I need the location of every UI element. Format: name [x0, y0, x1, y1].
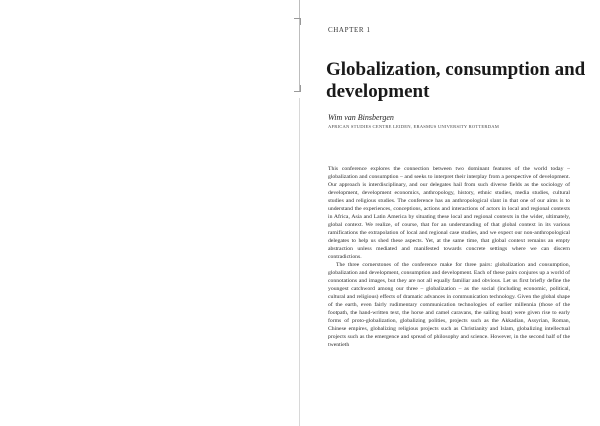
author-name: Wim van Binsbergen — [328, 113, 394, 122]
author-affiliation: AFRICAN STUDIES CENTRE LEIDEN, ERASMUS UNIVERSITY ROTTERDAM — [328, 124, 500, 129]
page-gutter-line-lower — [299, 98, 300, 426]
paragraph-1: This conference explores the connection between two dominant features of the world today – globalization and consumption – and seeks to interpret their interplay from a perspective of development. Our approach is interdisciplinary, and our delegates hail from such diverse fields as the sociology of development, development economics, anthropology, history, ethnic studies, media studies, cultural studies and religious studies. The conference has an anthropological slant in that one of our aims is to understand the experiences, conceptions, actions and interactions of actors in local and regional contexts in Africa, Asia and Latin America by situating these local and regional contexts in the wider, ultimately, global context. We realize, of course, that for an understanding of that global context in its various ramifications the extrapolation of local and regional case studies, and we expect our non-anthropological delegates to help us shed these aspects. Yet, at the same time, that global context remains an empty abstraction unless mediated and manifested towards concrete settings where we can discern contradictions. — [328, 166, 570, 260]
chapter-title: Globalization, consumption and development — [326, 59, 586, 102]
body-text — [328, 165, 570, 349]
paragraph-2: The three cornerstones of the conference make for three pairs: globalization and consumption, globalization and development, consumption and development. Each of these pairs conjures up a world of connotations and images, but they are not all equally familiar and obvious. Let us first briefly define the youngest catchword among our three – globalization – as the social (including economic, political, cultural and religious) effects of dramatic advances in communication technology. Given the global shape of the earth, even fairly rudimentary communication technologies of earlier millennia (those of the footpath, the hand-written text, the horse and camel caravans, the sailing boat) were given rise to early forms of proto-globalization, globalizing polities, projects such as the Akkadian, Assyrian, Roman, Chinese empires, globalizing religious projects such as Christianity and Islam, globalizing intellectual projects such as the emergence and spread of philosophy and science. However, in the second half of the twentieth — [328, 262, 570, 348]
crop-mark-lower — [294, 85, 301, 92]
chapter-label: CHAPTER 1 — [328, 26, 371, 34]
page-gutter-line — [299, 0, 300, 92]
crop-mark — [294, 18, 301, 25]
